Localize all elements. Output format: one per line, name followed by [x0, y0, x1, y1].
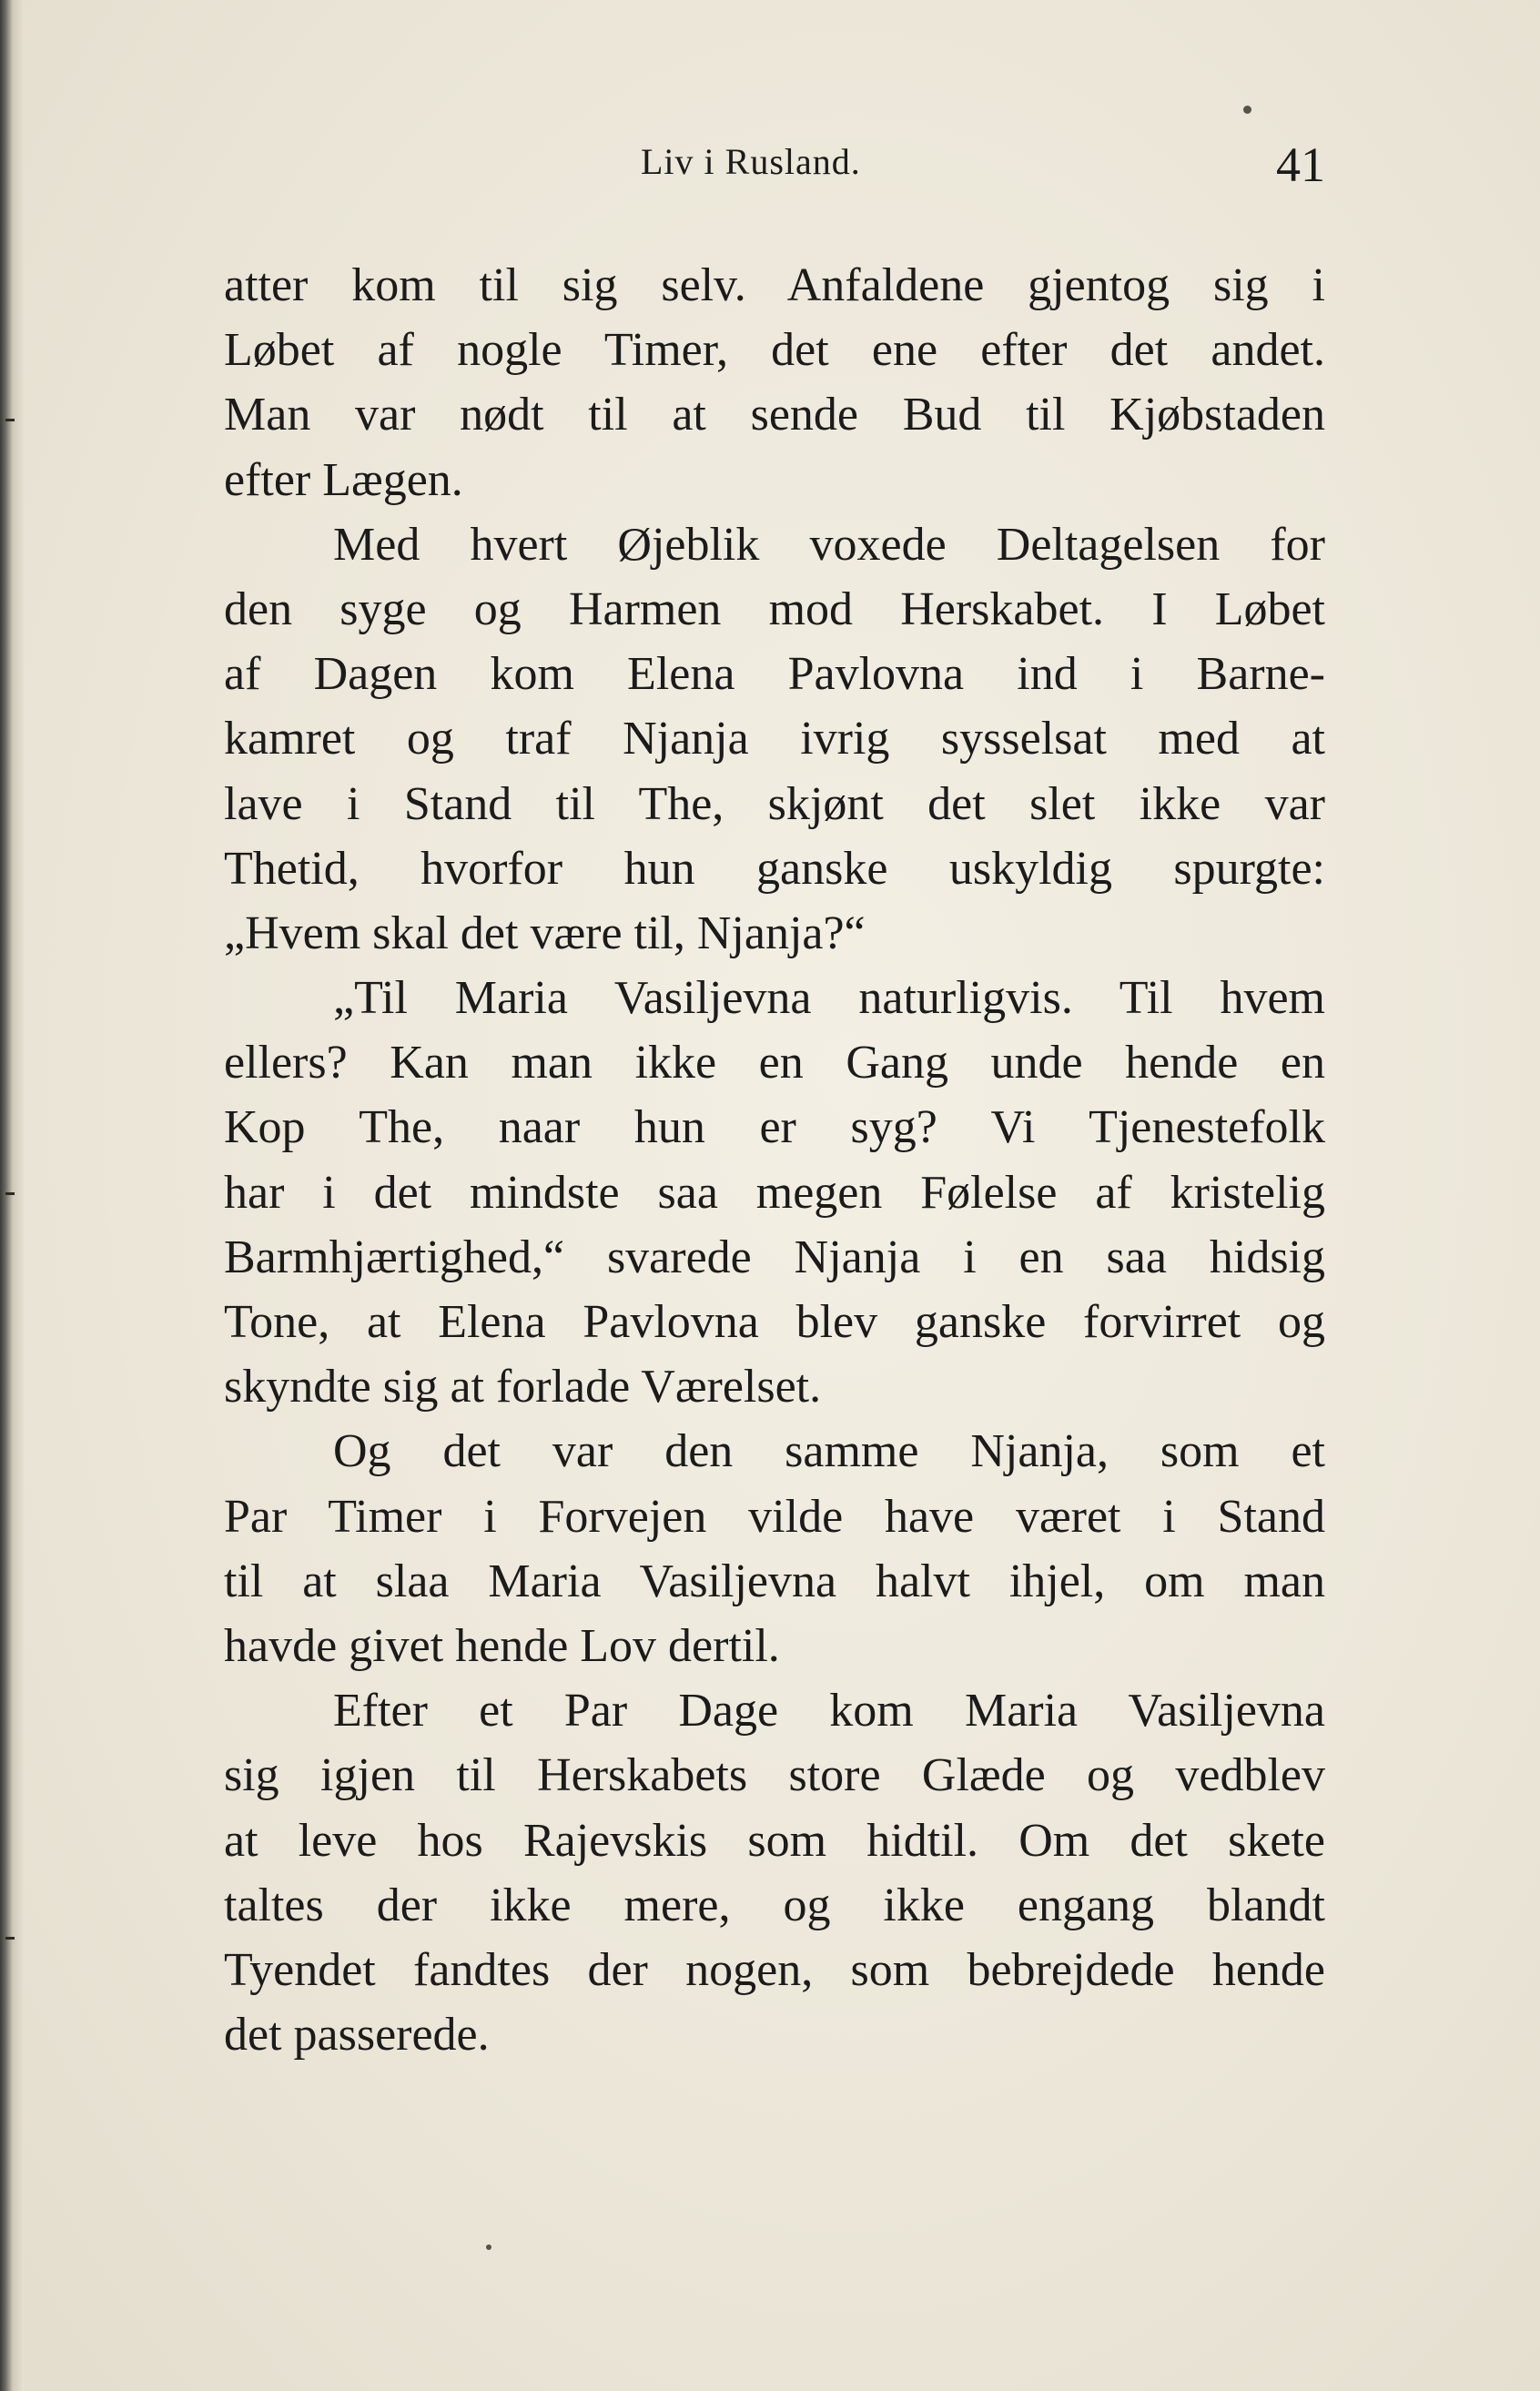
text-line: den syge og Harmen mod Herskabet. I Løbet	[224, 583, 1325, 635]
text-line: af Dagen kom Elena Pavlovna ind i Barne-	[224, 648, 1325, 701]
text-line: Tyendet fandtes der nogen, som bebrejdede hende	[224, 1943, 1325, 1996]
spine-mark	[5, 1937, 15, 1940]
text-line: Man var nødt til at sende Bud til Kjøbstaden	[224, 389, 1325, 441]
spine-mark	[5, 419, 15, 421]
text-line: Efter et Par Dage kom Maria Vasiljevna	[333, 1685, 1325, 1738]
text-line: Par Timer i Forvejen vilde have været i Stand	[224, 1490, 1325, 1543]
text-line: Kop The, naar hun er syg? Vi Tjenestefolk	[224, 1101, 1325, 1154]
book-spine-edge	[0, 0, 24, 2391]
spine-mark	[5, 1192, 15, 1195]
body-text	[224, 253, 1325, 2067]
running-header	[224, 137, 1325, 200]
text-line: ellers? Kan man ikke en Gang unde hende en	[224, 1037, 1325, 1089]
text-line: „Til Maria Vasiljevna naturligvis. Til hvem	[333, 972, 1325, 1025]
text-line: kamret og traf Njanja ivrig sysselsat med at	[224, 713, 1325, 765]
text-line: Og det var den samme Njanja, som et	[333, 1425, 1325, 1478]
print-speck	[486, 2244, 491, 2250]
text-line: efter Lægen.	[224, 453, 463, 506]
text-line: Med hvert Øjeblik voxede Deltagelsen for	[333, 518, 1325, 571]
text-line: taltes der ikke mere, og ikke engang blandt	[224, 1879, 1325, 1931]
text-line: atter kom til sig selv. Anfaldene gjentog sig i	[224, 259, 1325, 311]
text-line: Thetid, hvorfor hun ganske uskyldig spurgte:	[224, 842, 1325, 895]
text-line: sig igjen til Herskabets store Glæde og vedblev	[224, 1749, 1325, 1802]
text-line: har i det mindste saa megen Følelse af kristelig	[224, 1166, 1325, 1219]
text-line: Tone, at Elena Pavlovna blev ganske forvirret og	[224, 1296, 1325, 1348]
page-number: 41	[1276, 137, 1325, 192]
running-title: Liv i Rusland.	[641, 141, 861, 182]
text-line: skyndte sig at forlade Værelset.	[224, 1361, 822, 1413]
text-line: havde givet hende Lov dertil.	[224, 1619, 780, 1672]
text-line: til at slaa Maria Vasiljevna halvt ihjel, om man	[224, 1555, 1325, 1607]
text-line: „Hvem skal det være til, Njanja?“	[224, 907, 866, 959]
text-line: Barmhjærtighed,“ svarede Njanja i en saa hidsig	[224, 1231, 1325, 1283]
text-line: Løbet af nogle Timer, det ene efter det andet.	[224, 324, 1325, 377]
text-line: at leve hos Rajevskis som hidtil. Om det skete	[224, 1814, 1325, 1867]
print-speck	[1243, 106, 1251, 114]
text-line: lave i Stand til The, skjønt det slet ikke var	[224, 777, 1325, 830]
text-line: det passerede.	[224, 2009, 490, 2062]
